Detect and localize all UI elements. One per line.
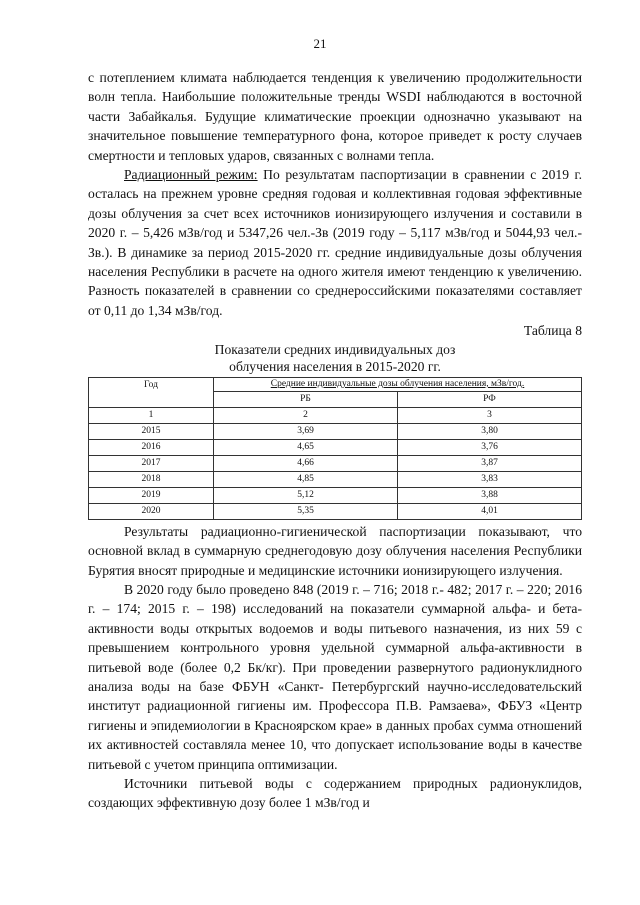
year-cell: 2017 — [89, 455, 214, 471]
radiation-heading: Радиационный режим: — [124, 167, 258, 183]
rb-cell: 5,35 — [214, 503, 398, 519]
paragraph-water-studies: В 2020 году было проведено 848 (2019 г. – 716; 2018 г.- 482; 2017 г. – 220; 2016 г. – 174; 2015 г. – 198) исследований на показатели суммарной альфа- и бета-активности воды открытых водоемов и воды питьевого назначения, из них 59 с превышением контрольного уровня удельной суммарной альфа-активности в питьевой воде (более 0,2 Бк/кг). При проведении развернутого радионуклидного анализа воды на базе ФБУН «Санкт- Петербургский научно-исследовательский институт радиационной гигиены им. Профессора П.В. Рамзаева», ФБУЗ «Центр гигиены и эпидемиологии в Красноярском крае» в данных пробах сумма отношений их активностей составляла менее 10, что допускает использование воды в качестве питьевой с учетом принципа оптимизации. — [88, 581, 582, 772]
rf-cell: 3,83 — [398, 471, 582, 487]
col-group-header: Средние индивидуальные дозы облучения населения, мЗв/год. — [214, 377, 582, 391]
index-cell: 2 — [214, 407, 398, 423]
table-label: Таблица 8 — [523, 323, 582, 339]
table-row — [89, 439, 582, 455]
table-title-line2: облучения населения в 2015-2020 гг. — [229, 358, 441, 374]
year-cell: 2020 — [89, 503, 214, 519]
year-cell: 2015 — [89, 423, 214, 439]
index-cell: 3 — [398, 407, 582, 423]
page-content — [88, 68, 582, 813]
year-cell: 2016 — [89, 439, 214, 455]
col-rb-header: РБ — [214, 391, 398, 407]
radiation-body: По результатам паспортизации в сравнении с 2019 г. осталась на прежнем уровне средняя годовая и коллективная годовая эффективные дозы облучения за счет всех источников ионизирующего излучения и составили в 2020 г. – 5,426 мЗв/год и 5347,26 чел.-Зв (2019 году – 5,117 мЗв/год и 5044,93 чел.-Зв.). В динамике за период 2015-2020 гг. средние индивидуальные дозы облучения населения Республики в расчете на одного жителя имеют тенденцию к увеличению. Разность показателей в сравнении со среднероссийскими показателями составляет от 0,11 до 1,34 мЗв/год. — [88, 167, 582, 318]
table-row — [89, 503, 582, 519]
rb-cell: 4,85 — [214, 471, 398, 487]
rb-cell: 5,12 — [214, 487, 398, 503]
rf-cell: 3,87 — [398, 455, 582, 471]
dose-table — [88, 377, 582, 520]
rf-cell: 3,88 — [398, 487, 582, 503]
year-cell: 2019 — [89, 487, 214, 503]
table-title — [88, 341, 582, 375]
table-row — [89, 487, 582, 503]
table-row — [89, 471, 582, 487]
paragraph-water-sources: Источники питьевой воды с содержанием природных радионуклидов, создающих эффективную дозу более 1 мЗв/год и — [88, 775, 582, 811]
rb-cell: 3,69 — [214, 423, 398, 439]
table-row — [89, 455, 582, 471]
rf-cell: 3,76 — [398, 439, 582, 455]
column-index-row — [89, 407, 582, 423]
index-cell: 1 — [89, 407, 214, 423]
table-row — [89, 423, 582, 439]
year-cell: 2018 — [89, 471, 214, 487]
page-number: 21 — [313, 36, 327, 51]
rb-cell: 4,66 — [214, 455, 398, 471]
paragraph-results: Результаты радиационно-гигиенической паспортизации показывают, что основной вклад в суммарную среднегодовую дозу облучения населения Республики Бурятия вносят природные и медицинские источники ионизирующего излучения. — [88, 523, 582, 578]
paragraph-radiation — [88, 165, 582, 320]
rb-cell: 4,65 — [214, 439, 398, 455]
col-rf-header: РФ — [398, 391, 582, 407]
paragraph-climate: с потеплением климата наблюдается тенденция к увеличению продолжительности волн тепла. Наибольшие положительные тренды WSDI наблюдаются в восточной части Забайкалья. Будущие климатические проекции однозначно указывают на значительное повышение температурного фона, которое приведет к росту случаев смертности и тепловых ударов, связанных с волнами тепла. — [88, 70, 582, 163]
rf-cell: 4,01 — [398, 503, 582, 519]
col-year-header: Год — [89, 377, 214, 407]
table-title-line1: Показатели средних индивидуальных доз — [214, 341, 456, 357]
rf-cell: 3,80 — [398, 423, 582, 439]
